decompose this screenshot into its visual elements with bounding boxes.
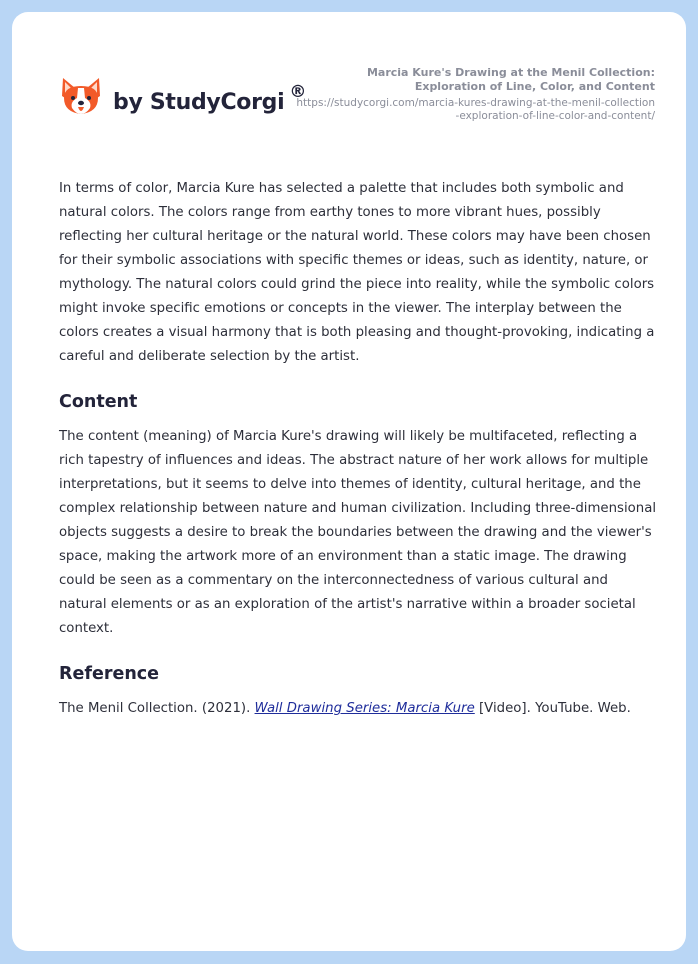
- content-paragraph: The content (meaning) of Marcia Kure's drawing will likely be multifaceted, reflecting a rich tapestry of influences and ideas. The abstract nature of her work allows for multiple interpretations, but it seems to delve into themes of identity, cultural heritage, and the complex relationship between nature and human civilization. Including three-dimensional objects suggests a desire to break the boundaries between the drawing and the viewer's space, making the artwork more of an environment than a static image. The drawing could be seen as a commentary on the interconnectedness of various cultural and natural elements or as an exploration of the artist's narrative within a broader societal context.: [59, 429, 657, 636]
- document-url[interactable]: https://studycorgi.com/marcia-kures-drawing-at-the-menil-collection-exploration-of-line-color-and-content/: [296, 97, 655, 122]
- document-header: [295, 66, 655, 123]
- reference-prefix: The Menil Collection. (2021).: [59, 701, 255, 716]
- content-heading: Content: [59, 392, 138, 412]
- intro-paragraph: In terms of color, Marcia Kure has selected a palette that includes both symbolic and natural colors. The colors range from earthy tones to more vibrant hues, possibly reflecting her cultural heritage or the natural world. These colors may have been chosen for their symbolic associations with specific themes or ideas, such as identity, nature, or mythology. The natural colors could grind the piece into reality, while the symbolic colors might invoke specific emotions or concepts in the viewer. The interplay between the colors creates a visual harmony that is both pleasing and thought-provoking, indicating a careful and deliberate selection by the artist.: [59, 181, 655, 364]
- document-content: [59, 177, 659, 721]
- reference-heading: Reference: [59, 664, 160, 684]
- registered-mark: ®: [289, 81, 307, 102]
- reference-link[interactable]: Wall Drawing Series: Marcia Kure: [254, 701, 475, 716]
- corgi-icon: [60, 76, 102, 122]
- studycorgi-logo[interactable]: [60, 76, 306, 122]
- brand-name: by StudyCorgi: [113, 89, 285, 115]
- reference-suffix: [Video]. YouTube. Web.: [474, 701, 631, 716]
- document-title: Marcia Kure's Drawing at the Menil Collection: Exploration of Line, Color, and Content: [366, 66, 655, 93]
- reference-entry: [59, 697, 659, 721]
- document-page: [12, 12, 686, 951]
